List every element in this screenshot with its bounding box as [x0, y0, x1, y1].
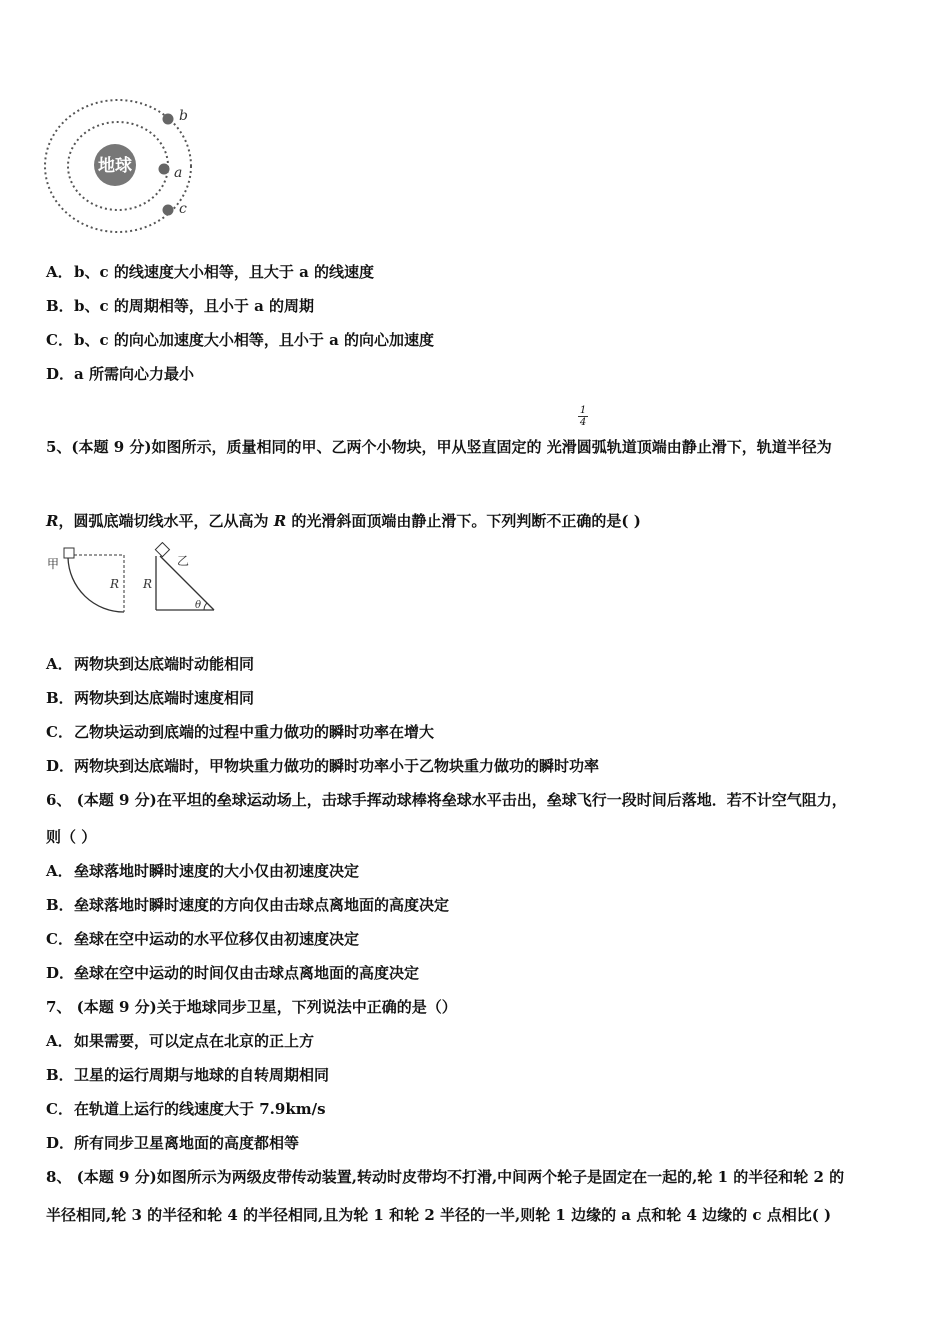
q6-option-b: B．垒球落地时瞬时速度的方向仅由击球点离地面的高度决定	[46, 896, 450, 914]
yi-block	[155, 543, 169, 557]
q5-stem-line2: R，圆弧底端切线水平，乙从高为 R 的光滑斜面顶端由静止滑下。下列判断不正确的是( )	[46, 512, 641, 530]
q7-option-c: C．在轨道上运行的线速度大于 7.9km/s	[46, 1100, 326, 1118]
q6-stem-line1: 6、 (本题 9 分)在平坦的垒球运动场上，击球手挥动球棒将垒球水平击出，垒球飞行一段时间后落地．若不计空气阻力，	[46, 791, 847, 809]
q7-stem: 7、 (本题 9 分)关于地球同步卫星，下列说法中正确的是（）	[46, 998, 457, 1016]
earth-label: 地球	[98, 156, 132, 176]
yi-label: 乙	[177, 554, 190, 568]
quarter-fraction: 1 4	[579, 405, 587, 428]
orbit-figure	[40, 96, 200, 236]
q6-option-d: D．垒球在空中运动的时间仅由击球点离地面的高度决定	[46, 964, 420, 982]
q7-option-d: D．所有同步卫星离地面的高度都相等	[46, 1134, 300, 1152]
r-label-arc: R	[110, 577, 120, 591]
jia-block	[64, 548, 74, 558]
q5-option-b: B．两物块到达底端时速度相同	[46, 689, 255, 707]
q5-option-a: A．两物块到达底端时动能相同	[46, 655, 255, 673]
q5-stem-line1: 5、(本题 9 分)如图所示，质量相同的甲、乙两个小物块，甲从竖直固定的 光滑圆弧轨道顶端由静止滑下，轨道半径为	[46, 438, 832, 456]
theta-arc	[204, 603, 207, 610]
satellite-c	[163, 205, 174, 216]
q5-option-c: C．乙物块运动到底端的过程中重力做功的瞬时功率在增大	[46, 723, 435, 741]
q4-option-c: C．b、c 的向心加速度大小相等，且小于 a 的向心加速度	[46, 331, 435, 349]
q6-option-c: C．垒球在空中运动的水平位移仅由初速度决定	[46, 930, 360, 948]
satellite-a	[159, 164, 170, 175]
q6-stem-line2: 则（ ）	[46, 828, 97, 846]
satellite-b	[163, 114, 174, 125]
q5-figure	[44, 542, 224, 618]
q4-option-b: B．b、c 的周期相等，且小于 a 的周期	[46, 297, 315, 315]
theta-label: θ	[195, 600, 202, 611]
label-a: a	[174, 165, 183, 181]
q4-option-d: D．a 所需向心力最小	[46, 365, 194, 383]
label-c: c	[179, 201, 187, 217]
label-b: b	[179, 108, 188, 124]
q5-option-d: D．两物块到达底端时，甲物块重力做功的瞬时功率小于乙物块重力做功的瞬时功率	[46, 757, 600, 775]
q8-stem-line1: 8、 (本题 9 分)如图所示为两级皮带传动装置,转动时皮带均不打滑,中间两个轮子是固定在一起的,轮 1 的半径和轮 2 的	[46, 1168, 845, 1186]
q8-stem-line2: 半径相同,轮 3 的半径和轮 4 的半径相同,且为轮 1 和轮 2 半径的一半,则轮 1 边缘的 a 点和轮 4 边缘的 c 点相比( )	[46, 1206, 832, 1224]
q6-option-a: A．垒球落地时瞬时速度的大小仅由初速度决定	[46, 862, 360, 880]
q7-option-b: B．卫星的运行周期与地球的自转周期相同	[46, 1066, 330, 1084]
q4-option-a: A．b、c 的线速度大小相等，且大于 a 的线速度	[46, 263, 375, 281]
jia-label: 甲	[47, 557, 60, 571]
q7-option-a: A．如果需要，可以定点在北京的正上方	[46, 1032, 315, 1050]
r-label-incline: R	[143, 577, 153, 591]
